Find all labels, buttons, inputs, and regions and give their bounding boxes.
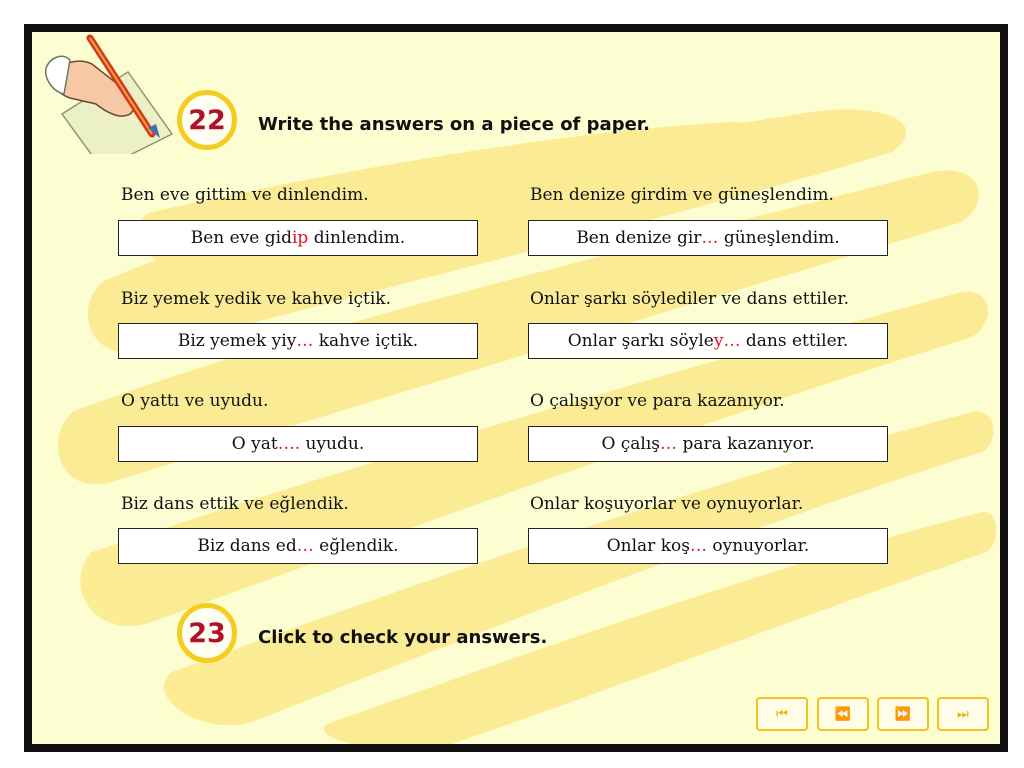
answer-box-4: Onlar şarkı söyle y… dans ettiler.	[528, 323, 888, 359]
answer-box-3: Biz yemek yiy … kahve içtik.	[118, 323, 478, 359]
answer-box-1: Ben eve gid ip dinlendim.	[118, 220, 478, 256]
instruction-heading: Write the answers on a piece of paper.	[258, 114, 650, 135]
step-23-badge[interactable]	[177, 603, 237, 663]
prompt-6: O çalışıyor ve para kazanıyor.	[530, 391, 785, 411]
prompt-1: Ben eve gittim ve dinlendim.	[121, 185, 369, 205]
answer-box-8: Onlar koş … oynuyorlar.	[528, 528, 888, 564]
next-slide-button[interactable]	[877, 697, 929, 731]
answer-highlight: …	[296, 331, 314, 351]
check-answers-link[interactable]: Click to check your answers.	[258, 627, 548, 648]
step-22-number: 22	[188, 104, 226, 136]
rewind-icon: ⏪	[834, 706, 852, 722]
answer-highlight: ….	[277, 434, 301, 454]
answer-box-6: O çalış … para kazanıyor.	[528, 426, 888, 462]
prompt-3: Biz yemek yedik ve kahve içtik.	[121, 289, 391, 309]
last-slide-button[interactable]	[937, 697, 989, 731]
answer-highlight: …	[296, 536, 314, 556]
prompt-2: Ben denize girdim ve güneşlendim.	[530, 185, 834, 205]
step-22-badge	[177, 90, 237, 150]
prompt-7: Biz dans ettik ve eğlendik.	[121, 494, 349, 514]
answer-box-7: Biz dans ed … eğlendik.	[118, 528, 478, 564]
first-slide-button[interactable]	[756, 697, 808, 731]
prompt-4: Onlar şarkı söylediler ve dans ettiler.	[530, 289, 850, 309]
step-23-number: 23	[188, 617, 226, 649]
answer-highlight: …	[701, 228, 719, 248]
answer-box-2: Ben denize gir … güneşlendim.	[528, 220, 888, 256]
fast-forward-icon: ⏩	[894, 706, 912, 722]
answer-highlight: …	[660, 434, 678, 454]
skip-forward-icon: ⏭	[957, 706, 969, 722]
prompt-5: O yattı ve uyudu.	[121, 391, 269, 411]
answer-highlight: ip	[291, 228, 309, 248]
previous-slide-button[interactable]	[817, 697, 869, 731]
slide-frame	[24, 24, 1008, 752]
prompt-8: Onlar koşuyorlar ve oynuyorlar.	[530, 494, 804, 514]
answer-highlight: …	[689, 536, 707, 556]
hand-writing-with-pen-icon	[40, 34, 180, 154]
skip-back-icon: ⏮	[776, 706, 788, 722]
answer-highlight: y…	[713, 331, 741, 351]
answer-box-5: O yat …. uyudu.	[118, 426, 478, 462]
